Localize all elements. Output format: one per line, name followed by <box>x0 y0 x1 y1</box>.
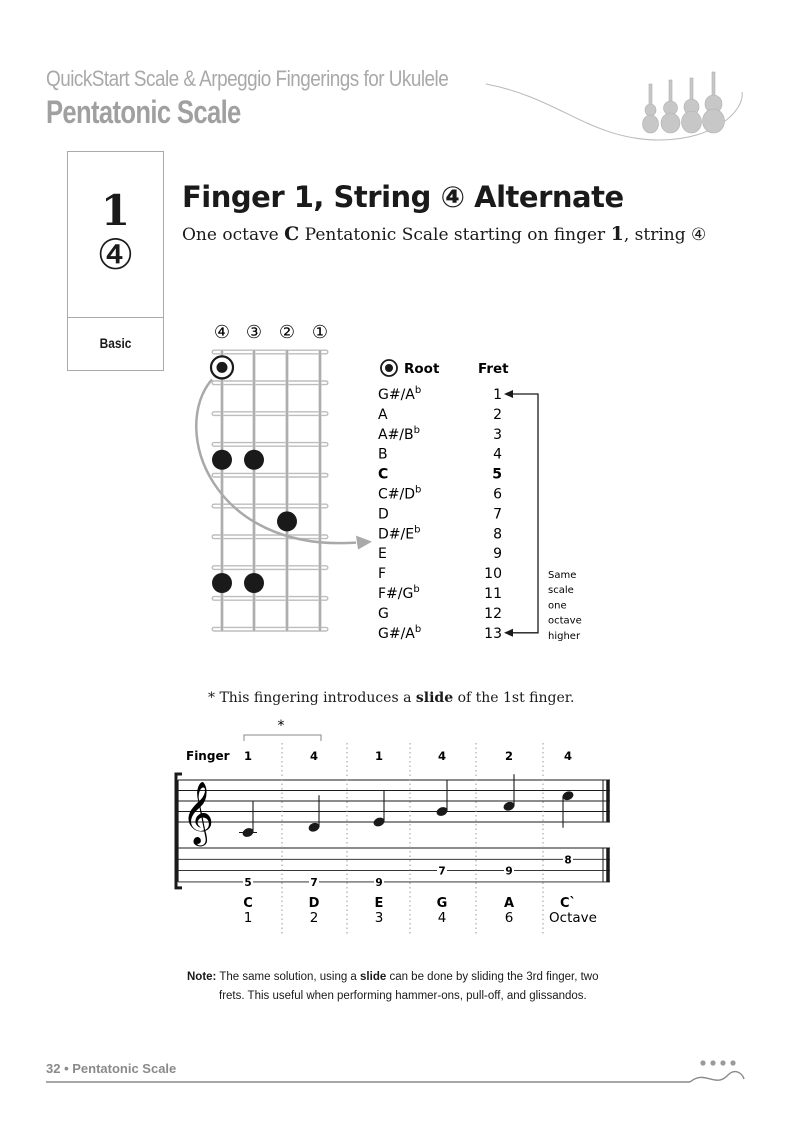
tab-number: 9 <box>375 876 383 889</box>
note-name: A <box>378 406 388 423</box>
root-header: Root <box>404 361 440 377</box>
fret-number: 12 <box>484 605 502 622</box>
scale-degree: 6 <box>504 910 514 926</box>
finger-dot <box>212 573 232 593</box>
note-name: B <box>378 446 388 463</box>
bracket-arrow-bottom <box>504 629 513 637</box>
note-letter: A <box>503 896 515 911</box>
finger-number: 4 <box>563 749 573 763</box>
fret-number: 9 <box>493 546 502 563</box>
slide-arrow-head <box>356 536 372 550</box>
note-name: $G\#/A^b$ <box>378 623 422 642</box>
tab-number: 8 <box>564 854 572 867</box>
note-label: Note: <box>187 971 217 983</box>
octave-note-word: higher <box>548 630 581 642</box>
header-decoration <box>0 0 794 160</box>
note-letter: C` <box>559 896 577 911</box>
note-line1-after: can be done by sliding the 3rd finger, two <box>386 971 599 983</box>
note-name: C <box>378 466 389 483</box>
note-line2: frets. This useful when performing hammer-ons, pull-off, and glissandos. <box>219 990 587 1002</box>
finger-number: 4 <box>309 749 319 763</box>
ukulele-icons <box>643 72 725 133</box>
fret-number: 10 <box>484 566 502 583</box>
note-name: E <box>378 546 387 563</box>
section-title: Pentatonic Scale <box>46 94 241 130</box>
tab-number: 5 <box>244 876 252 889</box>
footer-decoration <box>0 1055 794 1095</box>
fret-number: 1 <box>493 387 502 403</box>
note-line1-before: The same solution, using a <box>219 971 361 983</box>
finger-dot <box>244 450 264 470</box>
bracket-arrow-top <box>504 390 513 398</box>
notation-staff-tab <box>0 715 794 940</box>
scale-degree: 3 <box>374 910 384 926</box>
slide-bracket <box>244 735 321 741</box>
note-name: $A\#/B^b$ <box>378 424 420 443</box>
fret-number: 3 <box>493 426 502 443</box>
fret-number: 5 <box>492 466 502 483</box>
page-title: Finger 1, String ④ Alternate <box>182 180 624 214</box>
note-letter: C <box>243 896 253 911</box>
note-letter: E <box>374 896 384 911</box>
fingering-box <box>67 151 164 318</box>
page-footer: 32 • Pentatonic Scale <box>46 1061 177 1076</box>
note-letter: D <box>308 896 320 911</box>
scale-degree: 4 <box>437 910 447 926</box>
note-name: G <box>378 605 389 622</box>
series-title: QuickStart Scale & Arpeggio Fingerings for Ukulele <box>46 66 449 91</box>
string-symbol: ④ <box>96 230 135 279</box>
fret-number: 11 <box>484 586 502 602</box>
tab-number: 9 <box>505 865 513 878</box>
octave-note-word: one <box>548 600 567 612</box>
string-label-3: ③ <box>245 322 263 343</box>
string-label-2: ② <box>278 322 296 343</box>
string-label-1: ① <box>311 322 329 343</box>
note-name: $G\#/A^b$ <box>378 385 422 403</box>
slide-asterisk: * <box>277 718 285 734</box>
root-dot-center <box>217 362 228 373</box>
fretboard-diagram <box>0 310 794 660</box>
tab-number: 7 <box>310 876 318 889</box>
finger-number: 1 <box>243 749 253 763</box>
octave-note-word: scale <box>548 585 574 597</box>
string-label-4: ④ <box>213 322 231 343</box>
subtitle: One octave C Pentatonic Scale starting on finger 1, string ④ <box>182 223 707 245</box>
note-name: $D\#/E^b$ <box>378 524 421 543</box>
scale-degree: 1 <box>243 910 253 926</box>
finger-dot <box>212 450 232 470</box>
finger-number: 2 <box>504 749 514 763</box>
finger-number: 1 <box>100 186 131 235</box>
finger-dot <box>244 573 264 593</box>
treble-clef-icon: 𝄞 <box>182 781 214 844</box>
scale-degree: 2 <box>309 910 319 926</box>
fret-header: Fret <box>478 361 509 377</box>
note-name: $F\#/G^b$ <box>378 584 420 602</box>
note-block <box>187 968 627 1006</box>
root-legend-icon-center <box>385 364 393 372</box>
fret-number: 2 <box>493 406 502 423</box>
finger-number: 1 <box>374 749 384 763</box>
note-name: D <box>378 506 389 523</box>
fret-number: 7 <box>493 506 502 523</box>
fret-number: 4 <box>493 446 502 463</box>
footer-dots <box>700 1060 735 1065</box>
slide-footnote: * This fingering introduces a slide of the 1st finger. <box>208 690 575 706</box>
finger-label: Finger <box>186 749 230 763</box>
fret-number: 6 <box>493 486 502 503</box>
note-name: $C\#/D^b$ <box>378 484 422 503</box>
level-label: Basic <box>99 335 132 351</box>
octave-bracket <box>506 394 538 633</box>
scale-degree: Octave <box>549 910 597 926</box>
fret-number: 13 <box>484 625 502 642</box>
tab-number: 7 <box>438 865 446 878</box>
octave-note-word: octave <box>548 615 582 627</box>
finger-number: 4 <box>437 749 447 763</box>
note-name: F <box>378 566 387 583</box>
note-slide: slide <box>360 971 387 983</box>
finger-dot <box>277 511 297 531</box>
octave-note-word: Same <box>548 570 577 581</box>
fret-number: 8 <box>493 526 502 543</box>
note-letter: G <box>436 896 448 911</box>
